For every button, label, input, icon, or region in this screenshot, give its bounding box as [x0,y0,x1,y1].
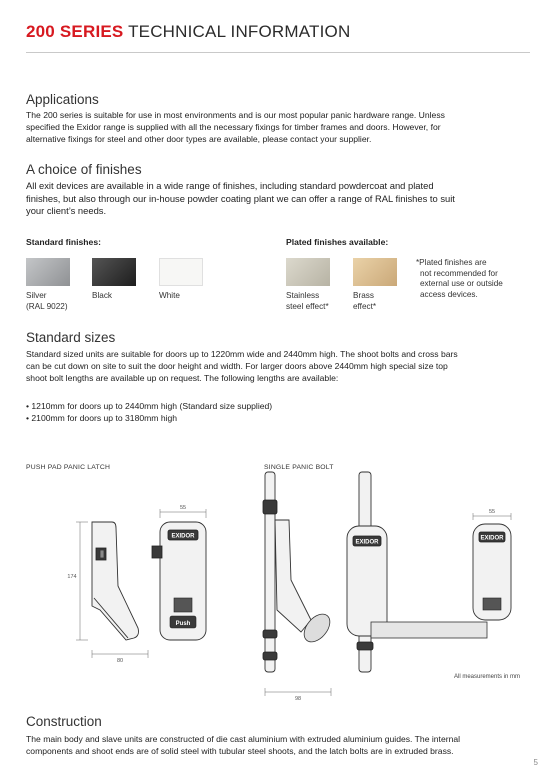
sizes-text [26,348,538,384]
applications-line: specified the Exidor range is supplied with all the necessary fixings for timber frames and doors. However, for [26,122,441,132]
construction-line: The main body and slave units are constructed of die cast aluminium with extruded aluminium guides. The internal [26,734,461,744]
latch-side-body [92,522,139,640]
title-text: TECHNICAL INFORMATION [128,22,351,41]
swatch-name: Stainless [286,291,320,300]
sizes-bullet: • 2100mm for doors up to 3180mm high [26,413,178,423]
slave-mechanism [483,598,501,610]
page-title [26,22,350,42]
swatch-label-brass [353,291,376,312]
finishes-text [26,180,538,218]
swatch-name: Silver [26,291,47,300]
note-line: access devices. [420,289,478,299]
swatch-label-stainless [286,291,329,312]
sizes-line: can be cut down on site to suit the door height and width. For larger doors above 2440mm high special size top [26,361,448,371]
finishes-line: All exit devices are available in a wide range of finishes, including standard powdercoat and plated [26,180,434,191]
logo-text: EXIDOR [355,539,379,546]
applications-heading: Applications [26,92,99,107]
push-pad-caption: PUSH PAD PANIC LATCH [26,464,111,471]
finishes-heading: A choice of finishes [26,162,142,177]
swatch-black [92,258,136,286]
page-number: 5 [533,758,538,767]
push-text: Push [175,621,191,627]
swatch-white [159,258,203,286]
crossbar [371,622,487,638]
sizes-bullet: • 1210mm for doors up to 2440mm high (Standard size supplied) [26,401,273,411]
plated-finishes-label: Plated finishes available: [286,237,389,247]
note-line: *Plated finishes are [416,258,487,267]
dim-174-label: 174 [67,574,77,580]
dim-55-b-label: 55 [488,509,496,515]
latch-side-bolt-inner [100,550,104,558]
construction-text [26,733,538,757]
side-bottom-guide [263,652,277,660]
swatch-label-white: White [159,291,180,300]
dim-55-label: 55 [179,505,187,511]
latch-front-bolt [152,546,162,558]
applications-line: The 200 series is suitable for use in most environments and is our most popular panic hardware range. Unless [26,110,445,120]
single-bolt-drawing [255,470,535,700]
standard-finishes-label: Standard finishes: [26,237,101,247]
sizes-bullets [26,400,272,424]
plated-note [416,258,503,300]
note-line: external use or outside [420,279,503,288]
swatch-sub: steel effect* [286,301,329,311]
single-bolt-caption: SINGLE PANIC BOLT [264,464,334,471]
swatch-sub: effect* [353,301,377,311]
logo-text: EXIDOR [171,533,195,540]
swatch-brass [353,258,397,286]
sizes-line: Standard sized units are suitable for doors up to 1220mm wide and 2440mm high. The shoot bolts and cross bars [26,349,458,359]
note-line: not recommended for [420,268,498,278]
construction-heading: Construction [26,714,102,729]
sizes-heading: Standard sizes [26,330,116,345]
swatch-label-black: Black [92,291,113,300]
dim-98-label: 98 [294,696,302,700]
applications-line: alternative fixings for steel and other door types are available, please contact your supplier. [26,134,372,144]
side-lower-guide [263,630,277,638]
finishes-line: finishes, but also through our in-house powder coating plant we can offer a range of RAL finishes to suit [26,192,455,204]
swatch-silver [26,258,70,286]
construction-line: components and shoot ends are of solid steel with tubular steel shoots, and the latch bolts are in extruded brass. [26,746,454,756]
logo-text: EXIDOR [480,535,504,542]
swatch-name: Brass [353,291,374,300]
sizes-line: shoot bolt lengths are available up on request. The following lengths are available: [26,373,339,383]
push-pad-latch-drawing [60,498,230,673]
swatch-sub: (RAL 9022) [26,301,68,311]
measurements-note: All measurements in mm [454,674,521,680]
side-upper-guide [263,500,277,514]
front-lower-guide [357,642,373,650]
applications-text [26,109,536,145]
latch-mechanism [174,598,192,612]
title-divider [26,52,530,53]
swatch-stainless [286,258,330,286]
swatch-label-silver [26,291,68,312]
series-label: 200 SERIES [26,22,124,41]
finishes-line: your client’s needs. [26,205,107,217]
dim-80-label: 80 [116,658,124,664]
side-body [275,520,311,632]
